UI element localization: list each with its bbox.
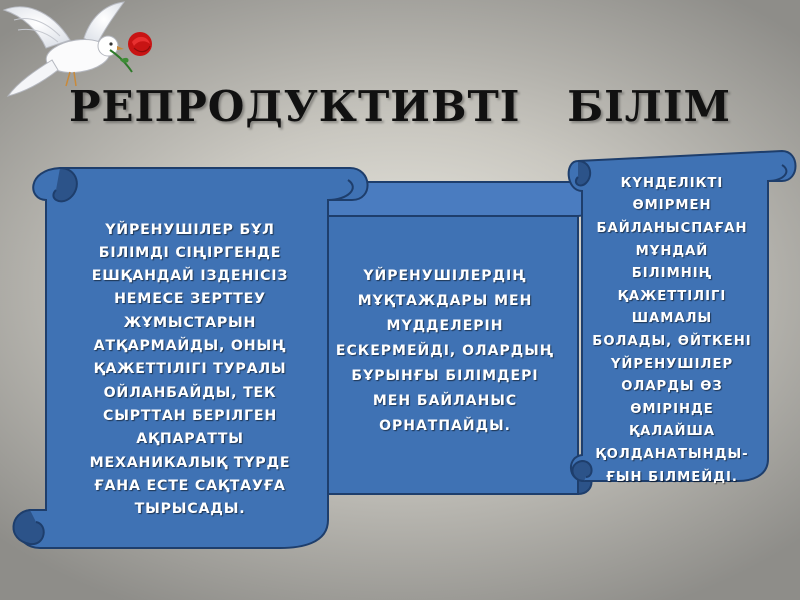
slide-title: РЕПРОДУКТИВТІ БІЛІМ <box>68 82 732 131</box>
scroll-right-text: КҮНДЕЛІКТІ ӨМІРМЕН БАЙЛАНЫСПАҒАН МҰНДАЙ БІЛІМНІҢ ҚАЖЕТТІЛІГІ ШАМАЛЫ БОЛАДЫ, ӨЙТКЕНІ ҮЙРЕНУШІЛЕР ОЛАРДЫ ӨЗ ӨМІРІНДЕ ҚАЛАЙША ҚОЛДАНАТЫНДЫ- ҒЫН БІЛМЕЙДІ. <box>592 175 752 485</box>
scroll-left-text: ҮЙРЕНУШІЛЕР БҰЛ БІЛІМДІ СІҢІРГЕНДЕ ЕШҚАНДАЙ ІЗДЕНІСІЗ НЕМЕСЕ ЗЕРТТЕУ ЖҰМЫСТАРЫН АТҚАРМАЙДЫ, ОНЫҢ ҚАЖЕТТІЛІГІ ТУРАЛЫ ОЙЛАНБАЙДЫ, ТЕК СЫРТТАН БЕРІЛГЕН АҚПАРАТТЫ МЕХАНИКАЛЫҚ ТҮРДЕ ҒАНА ЕСТЕ САҚТАУҒА ТЫРЫСАДЫ. <box>89 221 291 518</box>
scroll-middle-text: ҮЙРЕНУШІЛЕРДІҢ МҰҚТАЖДАРЫ МЕН МҮДДЕЛЕРІН ЕСКЕРМЕЙДІ, ОЛАРДЫҢ БҰРЫНҒЫ БІЛІМДЕРІ МЕН БАЙЛАНЫС ОРНАТПАЙДЫ. <box>335 267 555 434</box>
